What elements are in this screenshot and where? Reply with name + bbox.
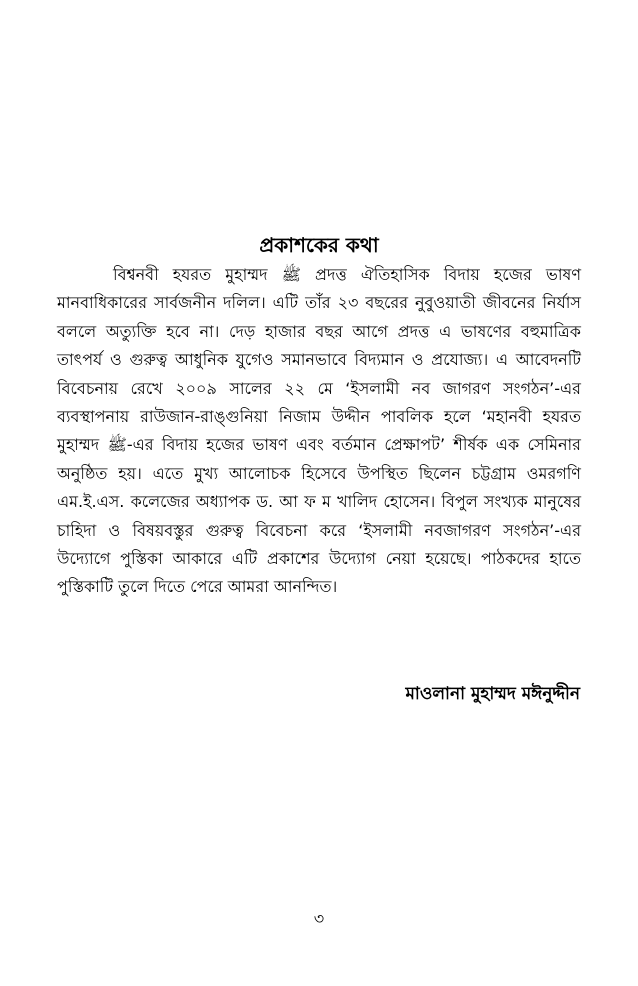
author-signature: মাওলানা মুহাম্মদ মঈনুদ্দীন: [405, 684, 580, 704]
body-paragraph: বিশ্বনবী হযরত মুহাম্মদ ﷺ প্রদত্ত ঐতিহাসিক বিদায় হজের ভাষণ মানবাধিকারের সার্বজনীন দলিল। এটি তাঁর ২৩ বছরের নুবুওয়াতী জীবনের নির্যাস বললে অত্যুক্তি হবে না। দেড় হাজার বছর আগে প্রদত্ত এ ভাষণের বহুমাত্রিক তাৎপর্য ও গুরুত্ব আধুনিক যুগেও সমানভাবে বিদ্যমান ও প্রযোজ্য। এ আবেদনটি বিবেচনায় রেখে ২০০৯ সালের ২২ মে ‘ইসলামী নব জাগরণ সংগঠন’-এর ব্যবস্থাপনায় রাউজান-রাঙ্গুনিয়া নিজাম উদ্দীন পাবলিক হলে ‘মহানবী হযরত মুহাম্মদ ﷺ-এর বিদায় হজের ভাষণ এবং বর্তমান প্রেক্ষাপট’ শীর্ষক এক সেমিনার অনুষ্ঠিত হয়। এতে মুখ্য আলোচক হিসেবে উপস্থিত ছিলেন চট্টগ্রাম ওমরগণি এম.ই.এস. কলেজের অধ্যাপক ড. আ ফ ম খালিদ হোসেন। বিপুল সংখ্যক মানুষের চাহিদা ও বিষয়বস্তুর গুরুত্ব বিবেচনা করে ‘ইসলামী নবজাগরণ সংগঠন’-এর উদ্যোগে পুস্তিকা আকারে এটি প্রকাশের উদ্যোগ নেয়া হয়েছে। পাঠকদের হাতে পুস্তিকাটি তুলে দিতে পেরে আমরা আনন্দিত।: [57, 265, 581, 597]
page-number: ৩: [313, 909, 325, 928]
page-title: প্রকাশকের কথা: [259, 233, 379, 257]
